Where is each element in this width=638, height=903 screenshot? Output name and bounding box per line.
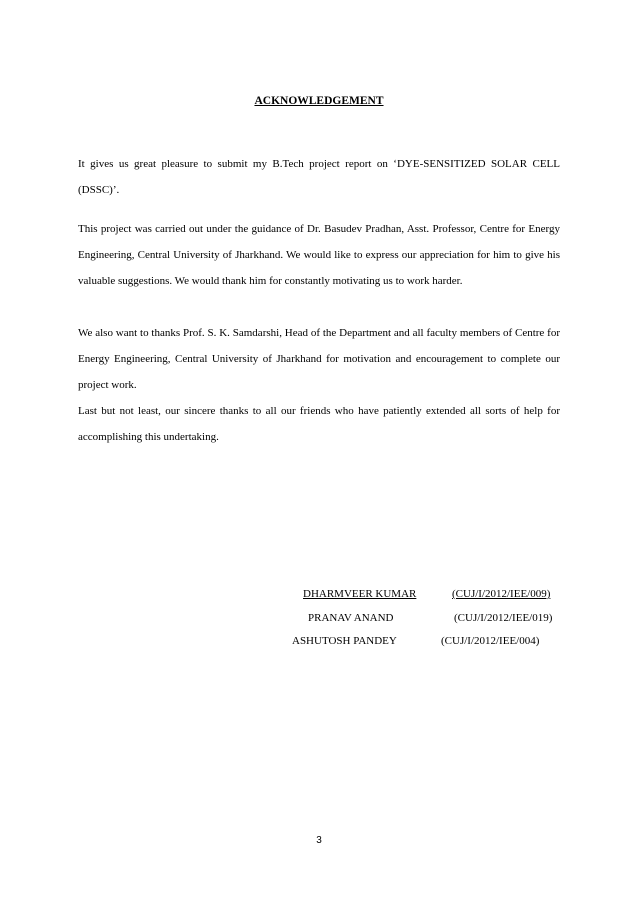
signatory-name: PRANAV ANAND [308,612,394,624]
signatory-name: DHARMVEER KUMAR [303,588,417,600]
signatory-roll-number: (CUJ/I/2012/IEE/009) [452,588,551,600]
paragraph-intro: It gives us great pleasure to submit my B.Tech project report on ‘DYE-SENSITIZED SOLAR CELL (DSSC)’. [78,158,560,196]
page-heading: ACKNOWLEDGEMENT [254,95,384,107]
signatory-roll-number: (CUJ/I/2012/IEE/019) [454,612,553,624]
page-number: 3 [316,835,322,846]
paragraph-guidance: This project was carried out under the guidance of Dr. Basudev Pradhan, Asst. Professor, Centre for Energy Engineering, Central University of Jharkhand. We would like to express our appreciation for him to give his valuable suggestions. We would thank him for constantly motivating us to work harder. [78,223,560,287]
signatory-roll-number: (CUJ/I/2012/IEE/004) [441,635,540,647]
signatory-name: ASHUTOSH PANDEY [292,635,397,647]
paragraph-friends: Last but not least, our sincere thanks to all our friends who have patiently extended all sorts of help for accomplishing this undertaking. [78,405,560,443]
paragraph-department: We also want to thanks Prof. S. K. Samdarshi, Head of the Department and all faculty members of Centre for Energy Engineering, Central University of Jharkhand for motivation and encouragement to complete our project work. [78,327,560,391]
